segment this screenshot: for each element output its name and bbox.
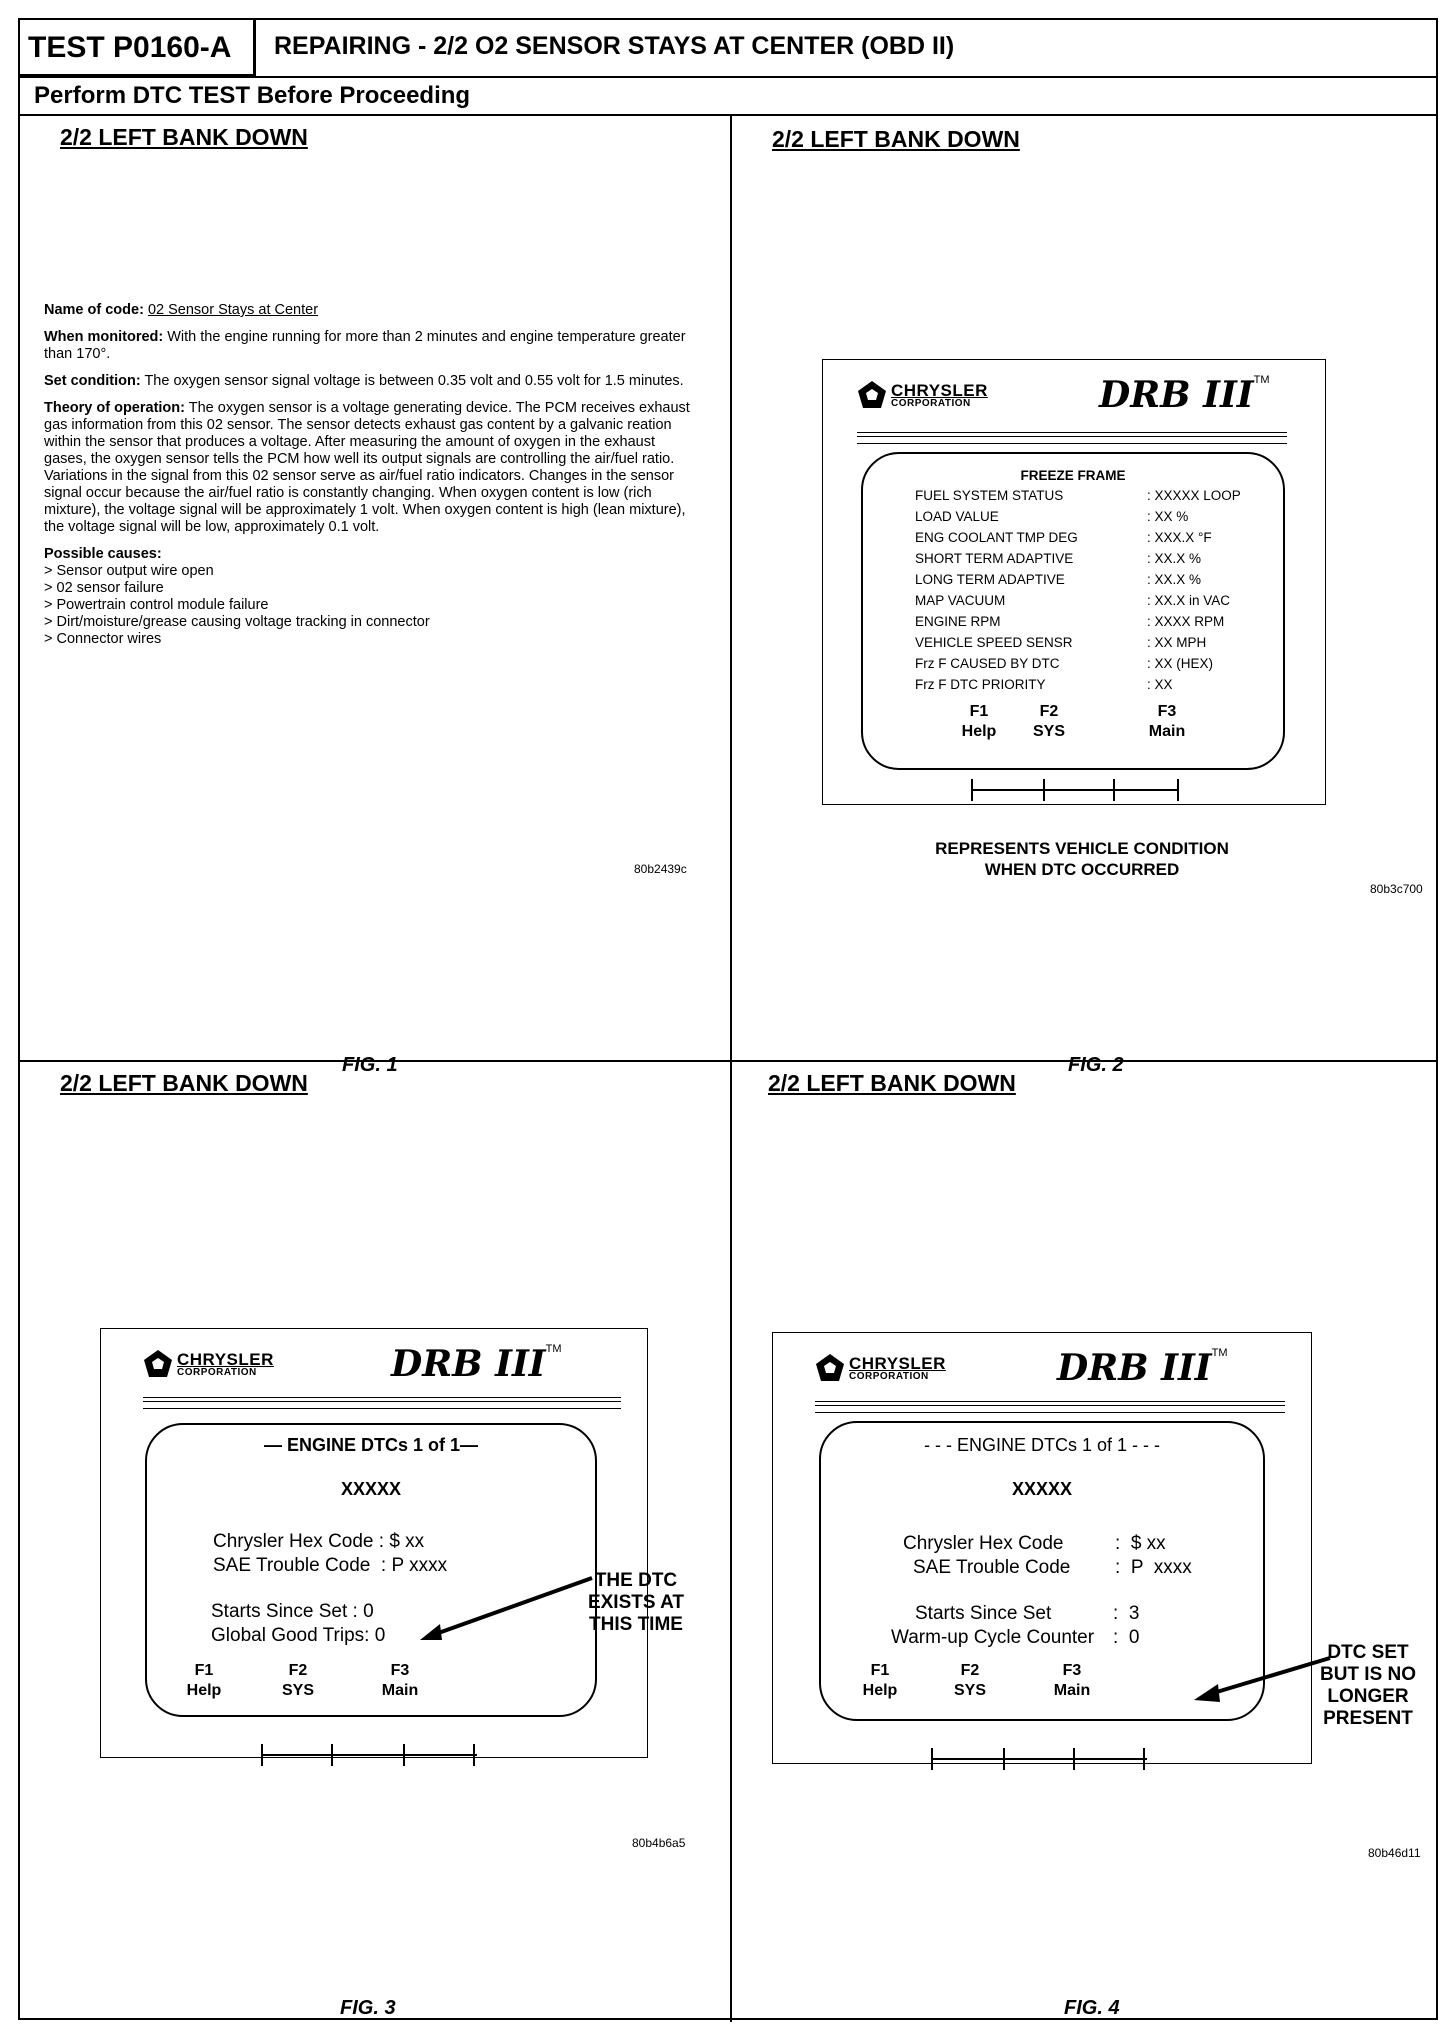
tick-mark <box>1177 779 1179 801</box>
divider-lines <box>143 1397 621 1409</box>
quadrant-fig1 <box>20 116 730 1076</box>
freeze-frame-value: : XX <box>1147 677 1173 692</box>
document-page <box>18 18 1438 2020</box>
f2-key: F2 SYS <box>953 1662 986 1699</box>
name-of-code-label: Name of code: <box>44 302 144 318</box>
pentastar-icon <box>815 1353 845 1383</box>
section-title: 2/2 LEFT BANK DOWN <box>60 1070 308 1096</box>
hex-code-value: : $ xx <box>1115 1533 1166 1554</box>
callout-text: DTC SET BUT IS NO LONGER PRESENT <box>1319 1642 1417 1729</box>
chrysler-logo <box>857 380 988 410</box>
logo-line1: CHRYSLER <box>849 1353 946 1373</box>
freeze-frame-value: : XX (HEX) <box>1147 656 1214 671</box>
freeze-frame-value: : XXX.X °F <box>1147 530 1212 545</box>
page-title: REPAIRING - 2/2 O2 SENSOR STAYS AT CENTER (OBD II) <box>274 32 955 60</box>
image-id: 80b3c700 <box>1370 882 1423 896</box>
sub-header: Perform DTC TEST Before Proceeding <box>20 76 1436 116</box>
theory-label: Theory of operation: <box>44 400 185 416</box>
warmup-cycle-value: : 0 <box>1113 1627 1140 1648</box>
drb-tool-panel <box>100 1328 648 1758</box>
tick-mark <box>1073 1748 1075 1770</box>
chrysler-logo <box>815 1353 946 1383</box>
freeze-frame-value: : XXXXX LOOP <box>1147 488 1241 503</box>
f3-key: F3 Main <box>381 1662 419 1699</box>
set-condition-text: The oxygen sensor signal voltage is between 0.35 volt and 0.55 volt for 1.5 minutes. <box>144 373 684 389</box>
global-good-trips-line: Global Good Trips: 0 <box>211 1625 386 1646</box>
list-item: > Sensor output wire open <box>44 563 694 580</box>
screen-title: FREEZE FRAME <box>1020 468 1126 483</box>
freeze-frame-value: : XXXX RPM <box>1147 614 1225 629</box>
callout-arrow <box>400 1572 600 1652</box>
f2-key: F2 SYS <box>1032 703 1065 740</box>
f1-key: F1 Help <box>862 1662 898 1699</box>
tick-line <box>261 1754 477 1756</box>
drb-screen <box>861 452 1285 770</box>
tick-mark <box>931 1748 933 1770</box>
theory-text: The oxygen sensor is a voltage generating device. The PCM receives exhaust gas information from this 02 sensor. The sensor detects exhaust gas content by a galvanic reation within the sensor that produces a voltage. After measuring the amount of oxygen in the exhaust gases, the oxygen sensor tells the PCM how well its output signals are controlling the air/fuel ratio. Variations in the signal from this 02 sensor serve as air/fuel ratio indicators. Changes in the sensor signal occur because the air/fuel ratio is constantly changing. When oxygen content is low (rich mixture), the voltage signal will be approximately 1 volt. When oxygen content is high (lean mixture), the voltage signal will be low, approximately 0.1 volt. <box>44 400 690 535</box>
tick-line <box>971 789 1179 791</box>
freeze-frame-label: ENGINE RPM <box>915 614 1001 629</box>
sae-code-line: SAE Trouble Code : P xxxx <box>213 1555 448 1576</box>
sae-code-value: : P xxxx <box>1115 1557 1192 1578</box>
name-of-code-value: 02 Sensor Stays at Center <box>147 302 319 318</box>
list-item: > Powertrain control module failure <box>44 597 694 614</box>
list-item: > Dirt/moisture/grease causing voltage tracking in connector <box>44 614 694 631</box>
possible-causes-label: Possible causes: <box>44 546 162 562</box>
f3-key: F3 Main <box>1148 703 1186 740</box>
freeze-frame-caption: REPRESENTS VEHICLE CONDITION WHEN DTC OCCURRED <box>935 839 1229 879</box>
screen-title: — ENGINE DTCs 1 of 1— <box>263 1435 479 1455</box>
freeze-frame-value: : XX % <box>1147 509 1189 524</box>
dtc-code: XXXXX <box>340 1479 402 1499</box>
section-title: 2/2 LEFT BANK DOWN <box>772 126 1020 152</box>
freeze-frame-value: : XX MPH <box>1147 635 1207 650</box>
tick-mark <box>331 1744 333 1766</box>
when-monitored-label: When monitored: <box>44 329 164 345</box>
freeze-frame-label: Frz F CAUSED BY DTC <box>915 656 1060 671</box>
starts-since-set-label: Starts Since Set <box>915 1603 1052 1624</box>
tick-mark <box>1113 779 1115 801</box>
pentastar-icon <box>857 380 887 410</box>
list-item: > Connector wires <box>44 631 694 648</box>
figure-caption: FIG. 1 <box>342 1054 398 1076</box>
code-description <box>44 302 694 648</box>
tick-mark <box>261 1744 263 1766</box>
freeze-frame-label: LONG TERM ADAPTIVE <box>915 572 1065 587</box>
f1-key: F1 Help <box>186 1662 222 1699</box>
when-monitored-text: With the engine running for more than 2 minutes and engine temperature greater than 170°. <box>44 329 686 362</box>
drb-title: DRB III™ <box>1099 374 1270 416</box>
set-condition-label: Set condition: <box>44 373 141 389</box>
logo-line2: CORPORATION <box>177 1366 257 1378</box>
freeze-frame-label: MAP VACUUM <box>915 593 1006 608</box>
freeze-frame-label: LOAD VALUE <box>915 509 999 524</box>
logo-line2: CORPORATION <box>849 1370 929 1382</box>
section-title: 2/2 LEFT BANK DOWN <box>60 124 308 150</box>
freeze-frame-label: ENG COOLANT TMP DEG <box>915 530 1078 545</box>
callout-text: THE DTC EXISTS AT THIS TIME <box>587 1570 685 1635</box>
figure-caption: FIG. 3 <box>340 1997 396 2019</box>
logo-line2: CORPORATION <box>891 397 971 409</box>
test-id: TEST P0160-A <box>20 20 256 76</box>
figure-caption: FIG. 4 <box>1064 1997 1120 2019</box>
pentastar-icon <box>143 1349 173 1379</box>
divider-lines <box>857 432 1287 444</box>
drb-tool-panel <box>822 359 1326 805</box>
tick-mark <box>1003 1748 1005 1770</box>
f1-key: F1 Help <box>961 703 997 740</box>
image-id: 80b4b6a5 <box>632 1836 686 1850</box>
possible-causes-list <box>44 563 694 648</box>
image-id: 80b2439c <box>634 862 687 876</box>
figure-caption: FIG. 2 <box>1068 1054 1124 1076</box>
freeze-frame-value: : XX.X in VAC <box>1147 593 1231 608</box>
hex-code-line: Chrysler Hex Code : $ xx <box>213 1531 425 1552</box>
logo-line1: CHRYSLER <box>177 1349 274 1369</box>
tick-mark <box>403 1744 405 1766</box>
tick-mark <box>971 779 973 801</box>
divider-lines <box>815 1401 1285 1413</box>
f2-key: F2 SYS <box>281 1662 314 1699</box>
logo-line1: CHRYSLER <box>891 380 988 400</box>
freeze-frame-value: : XX.X % <box>1147 572 1202 587</box>
screen-title: - - - ENGINE DTCs 1 of 1 - - - <box>923 1435 1160 1455</box>
header <box>20 20 1436 78</box>
tick-mark <box>473 1744 475 1766</box>
quadrant-fig4 <box>732 1062 1438 2020</box>
drb-title: DRB III™ <box>1057 1347 1228 1389</box>
freeze-frame-label: SHORT TERM ADAPTIVE <box>915 551 1074 566</box>
hex-code-label: Chrysler Hex Code <box>903 1533 1064 1554</box>
tick-line <box>931 1758 1147 1760</box>
dtc-code: XXXXX <box>1011 1479 1073 1499</box>
chrysler-logo <box>143 1349 274 1379</box>
list-item: > 02 sensor failure <box>44 580 694 597</box>
tick-mark <box>1043 779 1045 801</box>
section-title: 2/2 LEFT BANK DOWN <box>768 1070 1016 1096</box>
freeze-frame-label: Frz F DTC PRIORITY <box>915 677 1046 692</box>
image-id: 80b46d11 <box>1368 1846 1421 1860</box>
drb-screen <box>145 1423 597 1717</box>
starts-since-set-line: Starts Since Set : 0 <box>211 1601 374 1622</box>
sae-code-label: SAE Trouble Code <box>913 1557 1071 1578</box>
freeze-frame-label: FUEL SYSTEM STATUS <box>915 488 1064 503</box>
freeze-frame-label: VEHICLE SPEED SENSR <box>915 635 1073 650</box>
warmup-cycle-label: Warm-up Cycle Counter <box>891 1627 1095 1648</box>
drb-title: DRB III™ <box>391 1343 562 1385</box>
quadrant-fig2 <box>732 116 1438 1076</box>
f3-key: F3 Main <box>1053 1662 1091 1699</box>
starts-since-set-value: : 3 <box>1113 1603 1140 1624</box>
freeze-frame-value: : XX.X % <box>1147 551 1202 566</box>
tick-mark <box>1143 1748 1145 1770</box>
quadrant-fig3 <box>20 1062 730 2020</box>
